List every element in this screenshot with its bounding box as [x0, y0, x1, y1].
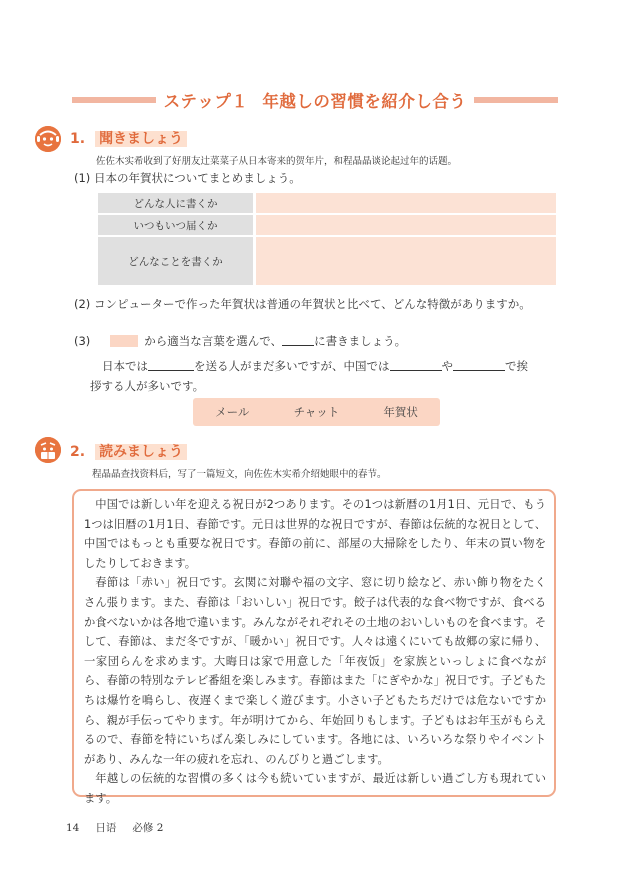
section1-instruction: 佐佐木实希收到了好朋友辻菜菜子从日本寄来的贺年片，和程晶晶谈论起过年的话题。 — [96, 156, 458, 167]
question-3-number: (3) — [74, 334, 91, 348]
table-row — [98, 193, 556, 213]
fill-sentence — [102, 358, 528, 374]
footer-book: 必修 2 — [132, 822, 164, 834]
question-3 — [74, 333, 406, 349]
page-number: 14 — [66, 822, 80, 834]
listening-face-icon — [35, 126, 61, 152]
passage-paragraph: 年越しの伝統的な習慣の多くは今も続いていますが、最近は新しい過ごし方も現れています。 — [84, 772, 546, 805]
section1-heading — [70, 128, 187, 148]
title-text: 年越しの習慣を紹介し合う — [262, 92, 467, 111]
section2-heading-text: 読みましょう — [95, 444, 187, 460]
choice-option[interactable]: 年賀状 — [383, 405, 418, 419]
table-row-label: どんなことを書くか — [98, 237, 253, 285]
fill-text-2: を送る人がまだ多いですが、中国では — [194, 359, 390, 373]
answer-cell[interactable] — [256, 237, 556, 285]
fill-sentence-cont: 拶する人が多いです。 — [90, 379, 205, 393]
question-2: (2) コンピューターで作った年賀状は普通の年賀状と比べて、どんな特徴がありますか。 — [74, 297, 531, 311]
choice-box-marker — [110, 335, 138, 347]
title-decor-right — [474, 97, 558, 103]
footer-subject: 日语 — [95, 822, 117, 834]
table-row-label: いつもいつ届くか — [98, 215, 253, 235]
blank-marker — [282, 334, 314, 346]
passage-paragraph: 春節は「赤い」祝日です。玄関に対聯や福の文字、窓に切り絵など、赤い飾り物をたくさん張ります。また、春節は「おいしい」祝日です。餃子は代表的な食べ物ですが、食べるか食べないかは各地で違います。みんながそれぞれその土地のおいしいものを食べます。そして、春節は、まだ冬ですが、「暖かい」祝日です。人々は遠くにいても故郷の家に帰り、一家団らんを求めます。大晦日は家で用意した「年夜饭」を家族といっしょに食べながら、春節の特別なテレビ番組を楽しみます。春節はまた「にぎやかな」祝日です。子どもたちは爆竹を鳴らし、夜遅くまで楽しく遊びます。小さい子どもたちだけでは危ないですから、親が手伝ってやります。年が明けてから、年始回りもします。子どもはお年玉がもらえるので、春節を特にいちばん楽しみにしています。各地には、いろいろな祭りやイベントがあり、みんな一年の疲れを忘れ、のんびりと過ごします。 — [84, 576, 546, 766]
answer-cell[interactable] — [256, 215, 556, 235]
section1-heading-text: 聞きましょう — [95, 131, 187, 147]
question-3-end: に書きましょう。 — [314, 334, 407, 348]
fill-blank-2[interactable] — [390, 359, 442, 371]
reading-passage — [72, 489, 556, 805]
fill-blank-1[interactable] — [148, 359, 194, 371]
question-3-text: から適当な言葉を選んで、 — [144, 334, 283, 348]
fill-text-3: や — [441, 359, 453, 373]
title-decor-left — [72, 97, 156, 103]
question-1: (1) 日本の年賀状についてまとめましょう。 — [74, 171, 301, 185]
table-row — [98, 215, 556, 235]
fill-text-1: 日本では — [102, 359, 148, 373]
answer-cell[interactable] — [256, 193, 556, 213]
section2-heading — [70, 441, 187, 461]
fill-blank-3[interactable] — [453, 359, 505, 371]
title-step: ステップ１ — [163, 92, 249, 111]
section2-number: 2. — [70, 444, 86, 460]
choice-option[interactable]: メール — [215, 405, 250, 419]
fill-text-4: で挨 — [505, 359, 528, 373]
table-row-label: どんな人に書くか — [98, 193, 253, 213]
passage-paragraph: 中国では新しい年を迎える祝日が2つあります。その1つは新暦の1月1日、元日で、もう1つは旧暦の1月1日、春節です。元日は世界的な祝日ですが、春節は伝統的な祝日として、中国ではもっとも重要な祝日です。春節の前に、部屋の大掃除をしたり、年末の買い物をしたりしておきます。 — [84, 498, 546, 570]
page-title — [156, 88, 474, 112]
table-row — [98, 237, 556, 285]
choice-option[interactable]: チャット — [293, 405, 340, 419]
section2-instruction: 程晶晶查找资料后，写了一篇短文，向佐佐木实希介绍她眼中的春节。 — [92, 469, 387, 480]
section1-number: 1. — [70, 131, 86, 147]
word-choice-box — [193, 398, 440, 426]
reading-face-icon — [35, 437, 61, 463]
summary-table — [98, 193, 556, 285]
title-bar — [72, 90, 558, 110]
page-footer — [66, 820, 179, 835]
